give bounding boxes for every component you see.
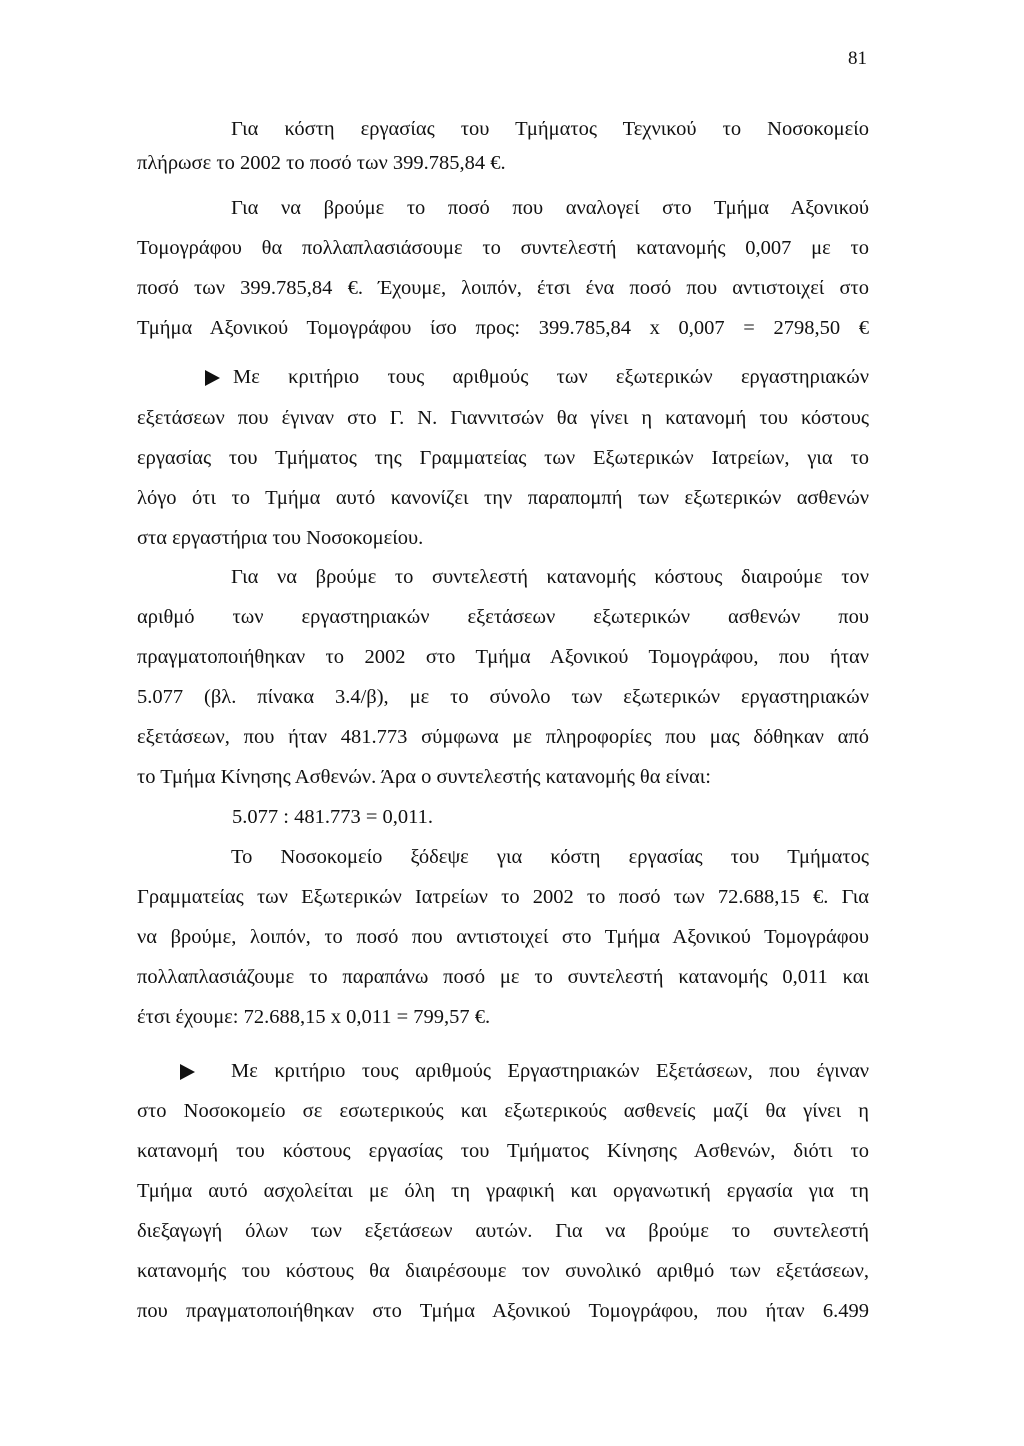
text-line: Το Νοσοκομείο ξόδεψε για κόστη εργασίας του Τμήματος xyxy=(231,846,869,868)
bullet-arrow-icon xyxy=(205,370,220,386)
formula-line: 5.077 : 481.773 = 0,011. xyxy=(232,806,433,828)
text-line: Για να βρούμε το ποσό που αναλογεί στο Τμήμα Αξονικού xyxy=(231,197,869,219)
text-line: εργασίας του Τμήματος της Γραμματείας των Εξωτερικών Ιατρείων, για το xyxy=(137,447,869,469)
text-line: Με κριτήριο τους αριθμούς Εργαστηριακών Εξετάσεων, που έγιναν xyxy=(231,1060,869,1082)
text-line: Γραμματείας των Εξωτερικών Ιατρείων το 2002 το ποσό των 72.688,15 €. Για xyxy=(137,886,869,908)
text-line: λόγο ότι το Τμήμα αυτό κανονίζει την παραπομπή των εξωτερικών ασθενών xyxy=(137,487,869,509)
text-line: εξετάσεων που έγιναν στο Γ. Ν. Γιαννιτσών θα γίνει η κατανομή του κόστους xyxy=(137,407,869,429)
text-line: Τμήμα αυτό ασχολείται με όλη τη γραφική και οργανωτική εργασία για τη xyxy=(137,1180,869,1202)
text-line: εξετάσεων, που ήταν 481.773 σύμφωνα με πληροφορίες που μας δόθηκαν από xyxy=(137,726,869,748)
bullet-arrow-icon xyxy=(180,1064,195,1080)
page-number: 81 xyxy=(848,48,867,69)
text-line: κατανομής του κόστους θα διαιρέσουμε τον συνολικό αριθμό των εξετάσεων, xyxy=(137,1260,869,1282)
text-line: να βρούμε, λοιπόν, το ποσό που αντιστοιχεί στο Τμήμα Αξονικού Τομογράφου xyxy=(137,926,869,948)
text-line: Για κόστη εργασίας του Τμήματος Τεχνικού το Νοσοκομείο xyxy=(231,118,869,140)
text-line: Τμήμα Αξονικού Τομογράφου ίσο προς: 399.785,84 x 0,007 = 2798,50 € xyxy=(137,317,869,339)
text-line: πολλαπλασιάζουμε το παραπάνω ποσό με το συντελεστή κατανομής 0,011 και xyxy=(137,966,869,988)
text-line: 5.077 (βλ. πίνακα 3.4/β), με το σύνολο των εξωτερικών εργαστηριακών xyxy=(137,686,869,708)
text-line: ποσό των 399.785,84 €. Έχουμε, λοιπόν, έτσι ένα ποσό που αντιστοιχεί στο xyxy=(137,277,869,299)
text-line: στα εργαστήρια του Νοσοκομείου. xyxy=(137,527,424,549)
text-line: έτσι έχουμε: 72.688,15 x 0,011 = 799,57 €. xyxy=(137,1006,491,1028)
text-line: πλήρωσε το 2002 το ποσό των 399.785,84 €. xyxy=(137,152,506,174)
text-line: Με κριτήριο τους αριθμούς των εξωτερικών εργαστηριακών xyxy=(233,366,869,388)
text-line: που πραγματοποιήθηκαν στο Τμήμα Αξονικού Τομογράφου, που ήταν 6.499 xyxy=(137,1300,869,1322)
text-line: διεξαγωγή όλων των εξετάσεων αυτών. Για να βρούμε το συντελεστή xyxy=(137,1220,869,1242)
text-line: στο Νοσοκομείο σε εσωτερικούς και εξωτερικούς ασθενείς μαζί θα γίνει η xyxy=(137,1100,869,1122)
text-line: Για να βρούμε το συντελεστή κατανομής κόστους διαιρούμε τον xyxy=(231,566,869,588)
text-line: πραγματοποιήθηκαν το 2002 στο Τμήμα Αξονικού Τομογράφου, που ήταν xyxy=(137,646,869,668)
text-line: κατανομή του κόστους εργασίας του Τμήματος Κίνησης Ασθενών, διότι το xyxy=(137,1140,869,1162)
text-line: Τομογράφου θα πολλαπλασιάσουμε το συντελεστή κατανομής 0,007 με το xyxy=(137,237,869,259)
text-line: αριθμό των εργαστηριακών εξετάσεων εξωτερικών ασθενών που xyxy=(137,606,869,628)
text-line: το Τμήμα Κίνησης Ασθενών. Άρα ο συντελεστής κατανομής θα είναι: xyxy=(137,766,711,788)
